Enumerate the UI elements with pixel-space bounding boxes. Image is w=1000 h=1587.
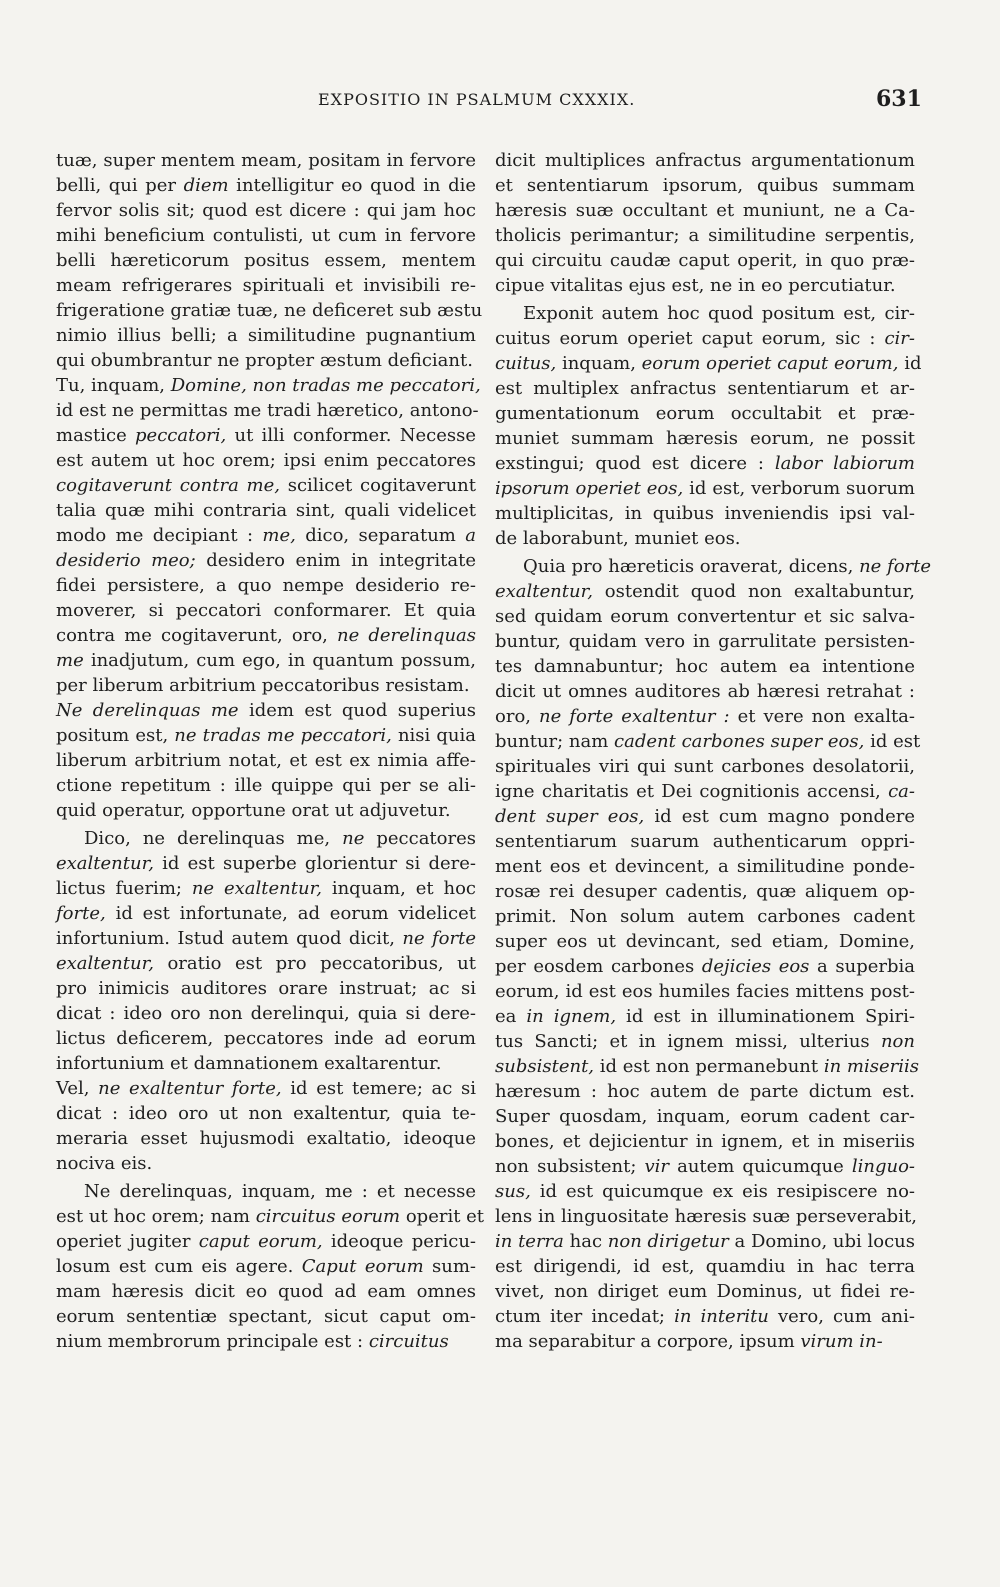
text-line: Exponit autem hoc quod positum est, cir- [523,303,915,324]
text-line: est ut hoc orem; nam circuitus eorum operit et [56,1206,485,1227]
text-line: primit. Non solum autem carbones cadent [495,906,915,927]
text-line: vivet, non diriget eum Dominus, ut fidei re- [495,1281,915,1302]
text-line: tus Sancti; et in ignem missi, ulterius non [495,1031,915,1052]
text-line: cogitaverunt contra me, scilicet cogitaverunt [56,475,476,496]
text-line: muniet summam hæresis eorum, ne possit [495,428,915,449]
text-line: eorum sententiæ spectant, sicut caput om- [56,1306,476,1327]
text-line: lictus deficerem, peccatores inde ad eorum [56,1028,476,1049]
text-line: nimio illius belli; a similitudine pugnantium [56,325,476,346]
text-line: nociva eis. [56,1153,153,1174]
running-head: EXPOSITIO IN PSALMUM CXXXIX. [318,90,636,109]
text-line: de laborabunt, muniet eos. [495,528,741,549]
text-line: est dirigendi, id est, quamdiu in hac terra [495,1256,915,1277]
text-line: sed quidam eorum convertentur et sic salva- [495,606,915,627]
text-line: dicat : ideo oro ut non exaltentur, quia te- [56,1103,476,1124]
text-line: buntur, quidam vero in garrulitate persisten- [495,631,915,652]
text-line: lictus fuerim; ne exaltentur, inquam, et hoc [56,878,476,899]
text-line: est autem ut hoc orem; ipsi enim peccatores [56,450,476,471]
text-line: meam refrigerares spirituali et invisibili re- [56,275,476,296]
text-line: tuæ, super mentem meam, positam in fervore [56,150,476,171]
text-line: super eos ut devincant, sed etiam, Domine, [495,931,915,952]
text-line: igne charitatis et Dei cognitionis accensi, ca- [495,781,915,802]
text-line: me inadjutum, cum ego, in quantum possum, [56,650,476,671]
text-line: nium membrorum principale est : circuitus [56,1331,449,1352]
text-line: buntur; nam cadent carbones super eos, id est [495,731,921,752]
text-line: oro, ne forte exaltentur : et vere non exalta- [495,706,915,727]
text-line: exaltentur, oratio est pro peccatoribus, ut [56,953,476,974]
text-line: hæresum : hoc autem de parte dictum est. [495,1081,915,1102]
text-line: cuitus, inquam, eorum operiet caput eorum, id [495,353,922,374]
text-line: per eosdem carbones dejicies eos a superbia [495,956,915,977]
text-line: ipsorum operiet eos, id est, verborum suorum [495,478,915,499]
text-line: desiderio meo; desidero enim in integritate [56,550,477,571]
text-line: Super quosdam, inquam, eorum cadent car- [495,1106,915,1127]
text-line: Tu, inquam, Domine, non tradas me peccatori, [56,375,481,396]
text-line: subsistent, id est non permanebunt in miseriis [495,1056,919,1077]
text-line: exaltentur, ostendit quod non exaltabuntur, [495,581,915,602]
text-line: contra me cogitaverunt, oro, ne derelinquas [56,625,477,646]
text-line: id est ne permittas me tradi hæretico, antono- [56,400,479,421]
text-line: Vel, ne exaltentur forte, id est temere; ac si [56,1078,477,1099]
text-line: ea in ignem, id est in illuminationem Spiri- [495,1006,916,1027]
text-line: talia quæ mihi contraria sint, quali videlicet [56,500,476,521]
text-line: est multiplex anfractus sententiarum et ar- [495,378,915,399]
text-line: cipue vitalitas ejus est, ne in eo percutiatur. [495,275,896,296]
text-line: sus, id est quicumque ex eis resipiscere no- [495,1181,915,1202]
text-line: fervor solis sit; quod est dicere : qui jam hoc [56,200,476,221]
text-line: spirituales viri qui sunt carbones desolatorii, [495,756,915,777]
text-line: in terra hac non dirigetur a Domino, ubi locus [495,1231,916,1252]
left-column [56,148,485,1354]
text-line: liberum arbitrium notat, et est ex nimia affe- [56,750,476,771]
text-line: ctione repetitum : ille quippe qui per se ali- [56,775,476,796]
text-line: frigeratione gratiæ tuæ, ne deficeret sub æstu [56,300,483,321]
text-line: per liberum arbitrium peccatoribus resistam. [56,675,470,696]
text-line: et sententiarum ipsorum, quibus summam [495,175,915,196]
text-line: dent super eos, id est cum magno pondere [495,806,915,827]
text-line: infortunium et damnationem exaltarentur. [56,1053,442,1074]
text-line: modo me decipiant : me, dico, separatum a [56,525,476,546]
text-line: mihi beneficium contulisti, ut cum in fervore [56,225,476,246]
text-line: ma separabitur a corpore, ipsum virum in- [495,1331,883,1352]
text-line: qui obumbrantur ne propter æstum deficiant. [56,350,473,371]
text-line: exstingui; quod est dicere : labor labiorum [495,453,915,474]
text-line: multiplicitas, in quibus inveniendis ipsi val- [495,503,915,524]
text-line: gumentationum eorum occultabit et præ- [495,403,915,424]
page-number: 631 [876,86,922,112]
text-line: cuitus eorum operiet caput eorum, sic : cir- [495,328,915,349]
text-line: mastice peccatori, ut illi conformer. Necesse [56,425,477,446]
text-line: ment eos et devincent, a similitudine ponde- [495,856,915,877]
text-line: bones, et dejicientur in ignem, et in miseriis [495,1131,915,1152]
text-line: rosæ rei desuper cadentis, quæ aliquem op- [495,881,915,902]
text-line: tholicis perimantur; a similitudine serpentis, [495,225,915,246]
text-line: losum est cum eis agere. Caput eorum sum- [56,1256,476,1277]
text-line: infortunium. Istud autem quod dicit, ne forte [56,928,476,949]
text-line: Dico, ne derelinquas me, ne peccatores [84,828,477,849]
text-line: pro inimicis auditores orare instruat; ac si [56,978,476,999]
text-line: dicit ut omnes auditores ab hæresi retrahat : [495,681,915,702]
text-line: lens in linguositate hæresis suæ perseverabit, [495,1206,917,1227]
text-line: meraria esset hujusmodi exaltatio, ideoque [56,1128,476,1149]
text-line: quid operatur, opportune orat ut adjuvetur. [56,800,451,821]
text-line: exaltentur, id est superbe glorientur si dere- [56,853,476,874]
text-line: tes damnabuntur; hoc autem ea intentione [495,656,915,677]
text-line: forte, id est infortunate, ad eorum videlicet [56,903,476,924]
text-line: qui circuitu caudæ caput operit, in quo præ- [495,250,915,271]
text-line: Ne derelinquas me idem est quod superius [56,700,476,721]
text-line: positum est, ne tradas me peccatori, nisi quia [56,725,476,746]
right-column [495,148,932,1354]
text-line: non subsistent; vir autem quicumque linguo- [495,1156,916,1177]
text-line: mam hæresis dicit eo quod ad eam omnes [56,1281,476,1302]
text-line: operiet jugiter caput eorum, ideoque pericu- [56,1231,476,1252]
text-line: hæresis suæ occultant et muniunt, ne a Ca- [495,200,915,221]
text-line: Ne derelinquas, inquam, me : et necesse [84,1181,476,1202]
text-line: Quia pro hæreticis oraverat, dicens, ne forte [523,556,932,577]
text-line: dicit multiplices anfractus argumentationum [495,150,915,171]
text-line: fidei persistere, a quo nempe desiderio re- [56,575,476,596]
text-line: sententiarum suarum authenticarum oppri- [495,831,915,852]
text-line: moverer, si peccatori conformarer. Et quia [56,600,476,621]
text-line: dicat : ideo oro non derelinqui, quia si dere- [56,1003,476,1024]
text-line: ctum iter incedat; in interitu vero, cum ani- [495,1306,915,1327]
text-line: eorum, id est eos humiles facies mittens post- [495,981,915,1002]
text-line: belli hæreticorum positus essem, mentem [56,250,476,271]
text-line: belli, qui per diem intelligitur eo quod in die [56,175,476,196]
